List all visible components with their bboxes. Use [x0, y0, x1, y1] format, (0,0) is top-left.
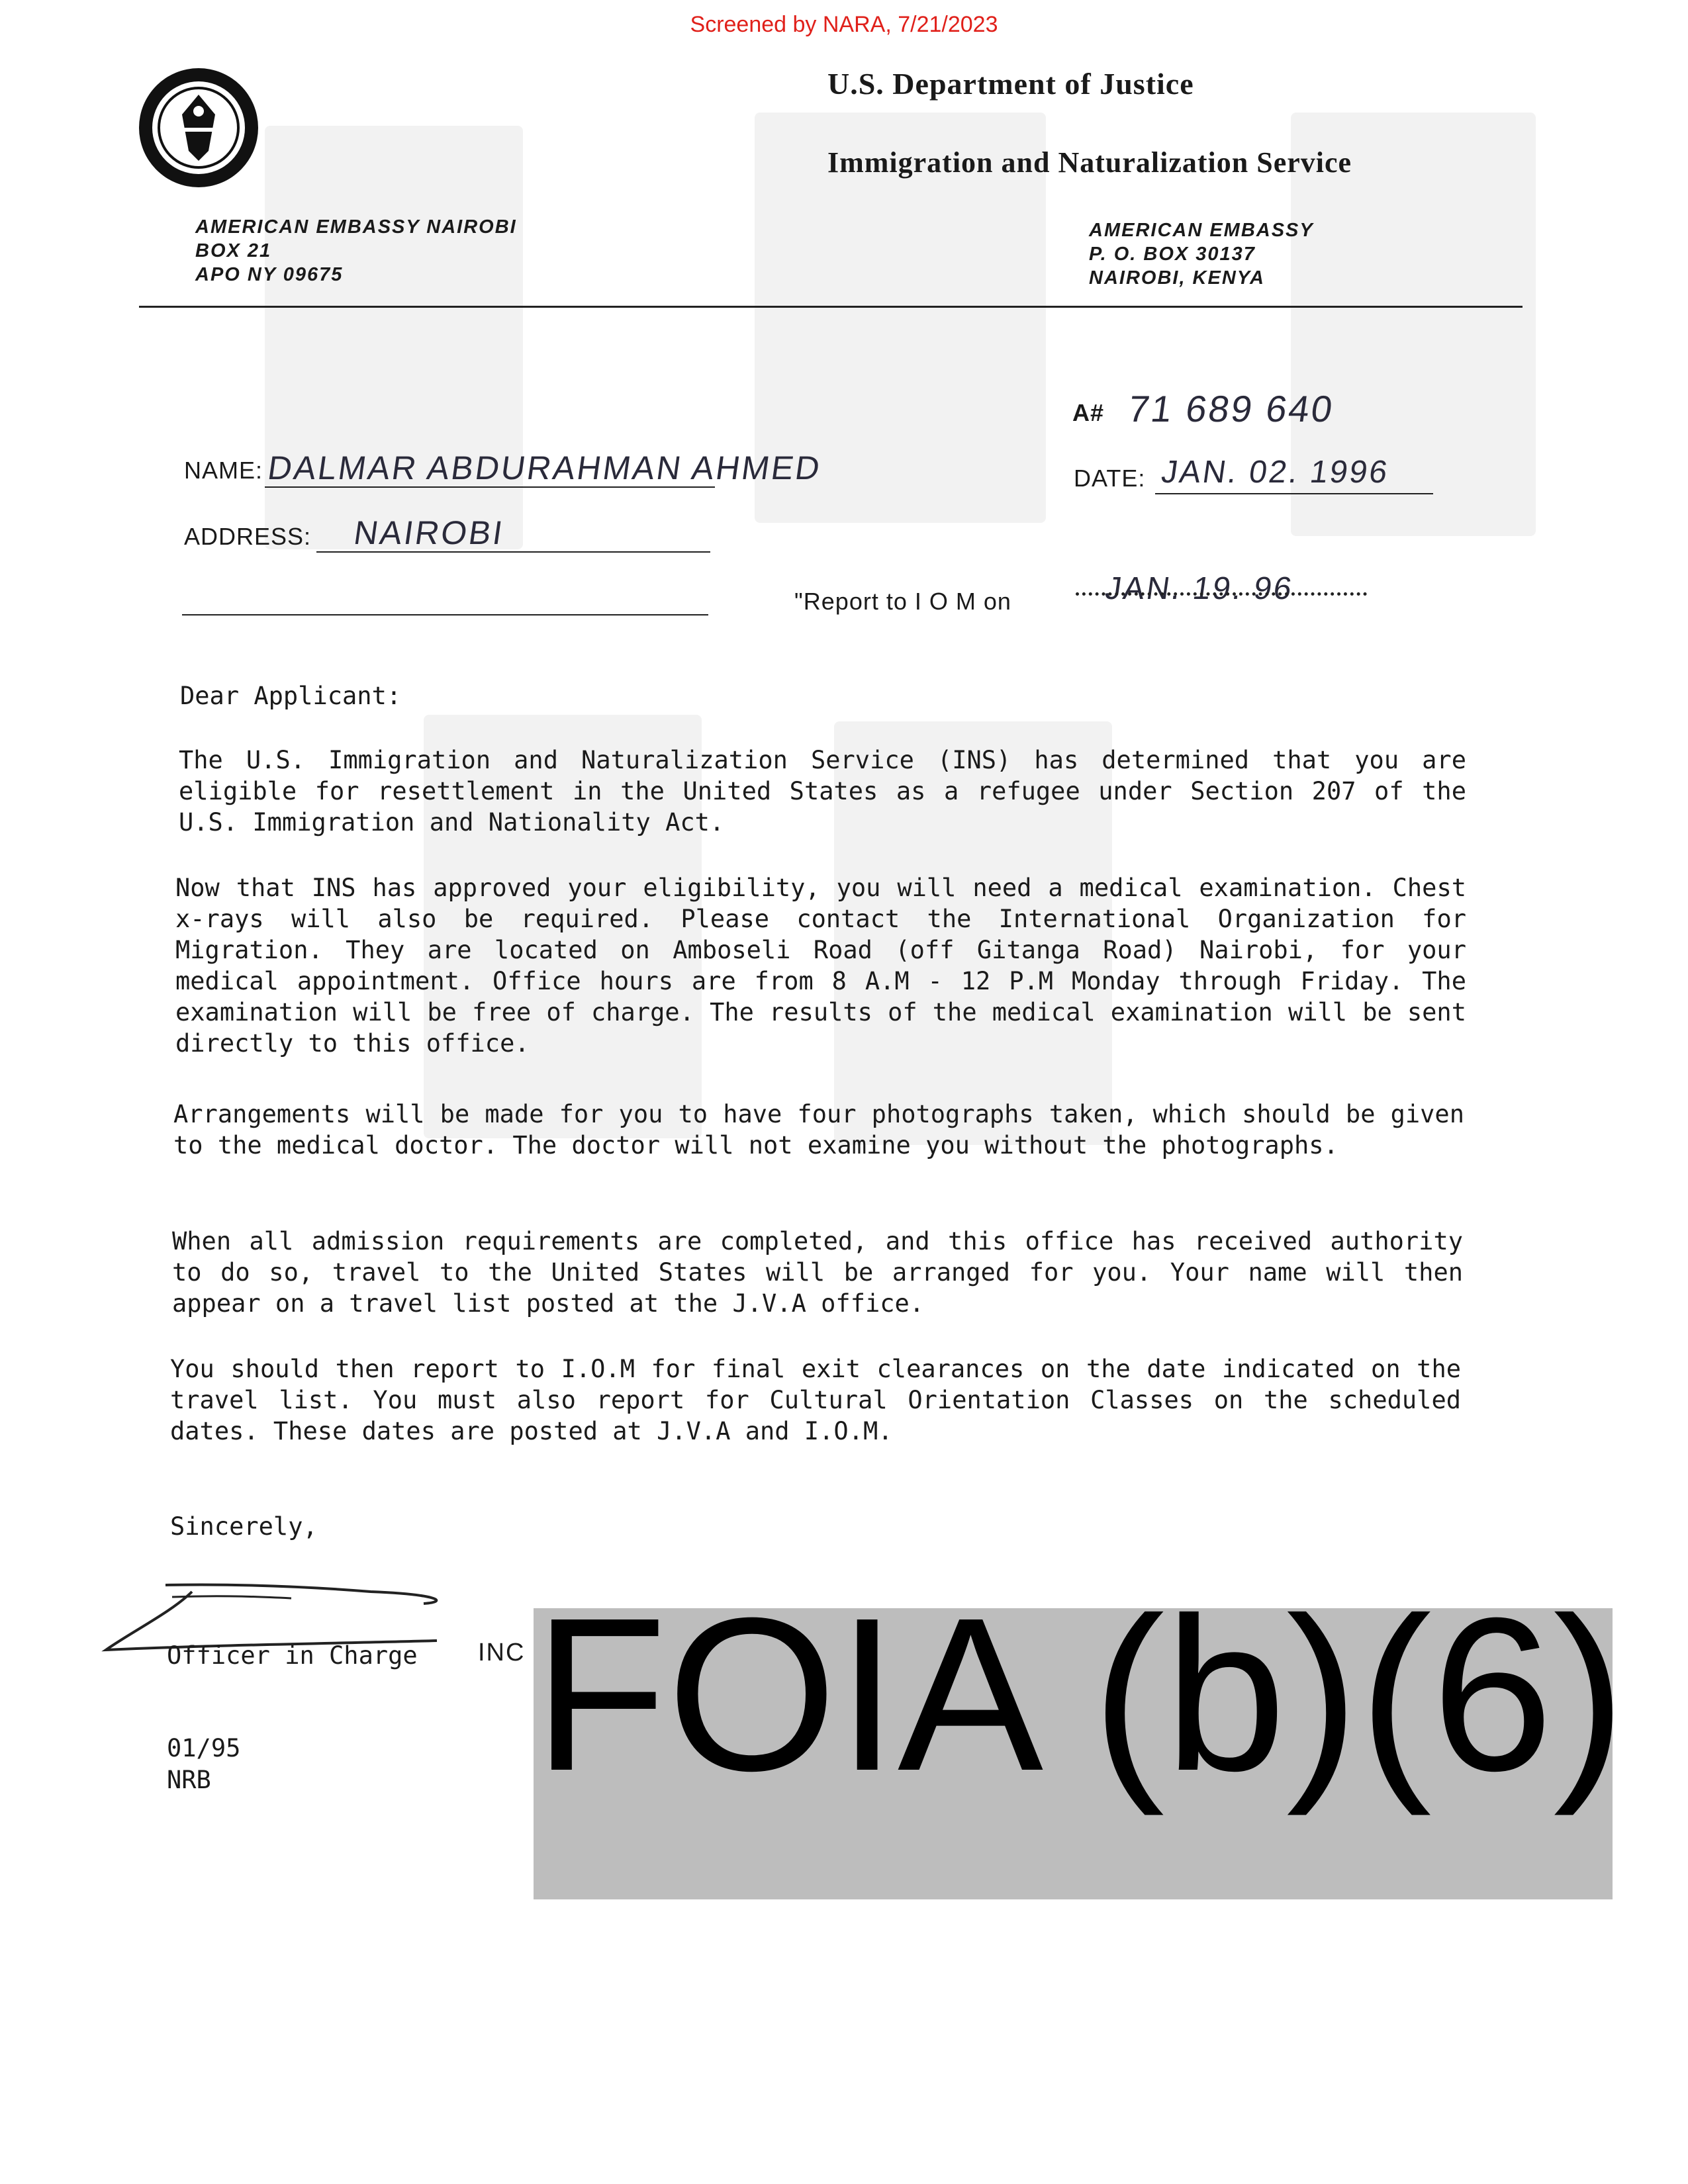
- name-underline: [265, 486, 715, 488]
- name-value: DALMAR ABDURAHMAN AHMED: [265, 449, 824, 486]
- doj-seal-icon: [136, 65, 261, 191]
- a-number-label: A#: [1072, 399, 1105, 426]
- paragraph-2: Now that INS has approved your eligibility, you will need a medical examination. Chest x-rays will also be required. Please contact the International Organization for Migration. They are located on Amboseli Road (off Gitanga Road) Nairobi, for your medical appointment. Office hours are from 8 A.M - 12 P.M Monday through Friday. The examination will be free of charge. The results of the medical examination will be sent directly to this office.: [175, 874, 1466, 1058]
- salutation: Dear Applicant:: [180, 682, 402, 710]
- redaction-label: FOIA (b)(6): [534, 1572, 1626, 1816]
- form-code: 01/95: [167, 1734, 241, 1762]
- paragraph-5: You should then report to I.O.M for final exit clearances on the date indicated on the travel list. You must also report for Cultural Orientation Classes on the scheduled dates. These dates are posted at J.V.A and I.O.M.: [170, 1355, 1461, 1445]
- signer-suffix: INC: [478, 1639, 526, 1666]
- agency-subtitle: Immigration and Naturalization Service: [827, 146, 1352, 179]
- paragraph-4: When all admission requirements are completed, and this office has received authority to do so, travel to the United States will be arranged for you. Your name will then appear on a travel list posted at the J.V.A office.: [172, 1227, 1463, 1318]
- left-address: AMERICAN EMBASSY NAIROBI BOX 21 APO NY 09675: [195, 216, 517, 285]
- report-date-value: JAN. 19. 96: [1103, 571, 1296, 606]
- name-label: NAME:: [184, 457, 263, 484]
- office-code: NRB: [167, 1766, 211, 1794]
- paragraph-1: The U.S. Immigration and Naturalization Service (INS) has determined that you are eligible for resettlement in the United States as a refugee under Section 207 of the U.S. Immigration and Nationality Act.: [179, 746, 1466, 837]
- address-value: NAIROBI: [352, 514, 507, 551]
- signer-title: Officer in Charge: [167, 1641, 418, 1670]
- header-rule: [139, 306, 1523, 308]
- a-number-value: 71 689 640: [1125, 388, 1337, 430]
- address-label: ADDRESS:: [184, 523, 312, 550]
- date-label: DATE:: [1074, 465, 1146, 492]
- screening-note: Screened by NARA, 7/21/2023: [690, 12, 998, 37]
- agency-title: U.S. Department of Justice: [827, 67, 1194, 101]
- address-underline: [316, 551, 710, 553]
- date-underline: [1155, 493, 1433, 494]
- date-value: JAN. 02. 1996: [1159, 455, 1391, 490]
- right-address: AMERICAN EMBASSY P. O. BOX 30137 NAIROBI, KENYA: [1089, 220, 1314, 289]
- paragraph-3: Arrangements will be made for you to have four photographs taken, which should be given to the medical doctor. The doctor will not examine you without the photographs.: [173, 1100, 1464, 1160]
- address-line2-underline: [182, 614, 708, 615]
- report-label: "Report to I O M on: [794, 588, 1011, 615]
- closing: Sincerely,: [170, 1512, 318, 1541]
- report-dotted-line: [1076, 592, 1367, 596]
